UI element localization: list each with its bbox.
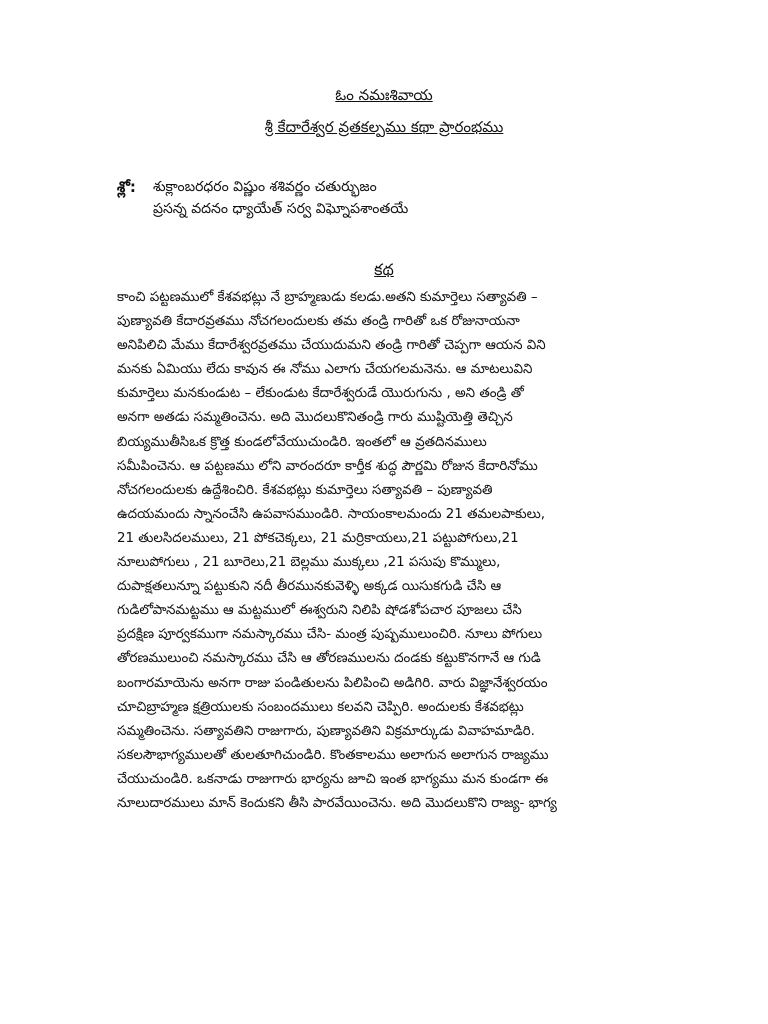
story-line: నూలుదారములు మాన్ కెందుకని తీసి పారవేయించెను. అది మొదలుకొని రాజ్య- భాగ్య <box>117 795 557 811</box>
shloka-label: శ్లో: <box>117 178 136 196</box>
story-line: 21 తులసిదలములు, 21 పోకచెక్కలు, 21 మర్రికాయలు,21 పట్టుపోగులు,21 <box>117 530 519 546</box>
story-line: సకలసౌభాగ్యములతో తులతూగిచుండిరి. కొంతకాలము అలాగున అలాగున రాజ్యము <box>117 747 549 763</box>
story-line: కుమార్తెలు మనకుండుట – లేకుండుట కేదారేశ్వరుడే యొరుగును , అని తండ్రి తో <box>117 386 524 402</box>
story-line: పుణ్యావతి కేదారవ్రతము నోచగలందులకు తమ తండ్రి గారితో ఒక రోజునాయనా <box>117 314 520 330</box>
story-line: నోచగలందులకు ఉద్దేశించిరి. కేశవభట్లు కుమార్తెలు సత్యావతి – పుణ్యావతి <box>117 482 493 498</box>
story-line: ప్రదక్షిణ పూర్వకముగా నమస్కారము చేసి- మంత్ర పుష్పములుంచిరి. నూలు పోగులు <box>117 627 543 643</box>
katha-heading: కథ <box>374 260 394 279</box>
story-line: గుడిలోపానమట్టము ఆ మట్టములో ఈశ్వరుని నిలిపి షోడశోపచార పూజలు చేసి <box>117 603 522 619</box>
story-line: చూచిబ్రాహ్మణ క్షత్రియులకు సంబందములు కలవని చెప్పిరి. అందులకు కేశవభట్లు <box>117 699 524 715</box>
story-line: నూలుపోగులు , 21 బూరెలు,21 బెల్లము ముక్కలు ,21 పసుపు కొమ్ములు, <box>117 555 501 571</box>
story-line: చేయుచుండిరి. ఒకనాడు రాజుగారు భార్యను జూచి ఇంత భాగ్యము మన కుండగా ఈ <box>117 771 548 787</box>
shloka-line: ప్రసన్న వదనం ధ్యాయేత్ సర్వ విఘ్నోపశాంతయే <box>153 201 409 217</box>
story-line: మనకు ఏమియు లేదు కావున ఈ నోము ఎలాగు చేయగలమనెను. ఆ మాటలువిని <box>117 362 533 378</box>
story-line: బంగారమాయెను అనగా రాజు పండితులను పిలిపించి అడిగిరి. వారు విజ్ఞానేశ్వరయం <box>117 675 548 691</box>
shloka-line: శుక్లాంబరధరం విష్ణుం శశివర్ణం చతుర్భుజం <box>153 179 377 195</box>
story-line: అనిపిలిచి మేము కేదారేశ్వరవ్రతము చేయుదుమని తండ్రి గారితో చెప్పగా ఆయన విని <box>117 338 546 354</box>
story-line: కాంచి పట్టణములో కేశవభట్లు నే బ్రాహ్మణుడు కలడు.అతని కుమార్తెలు సత్యావతి – <box>117 290 538 305</box>
story-line: అనగా అతడు సమ్మతించెను. అది మొదలుకొనితండ్రి గారు ముష్టియెత్తి తెచ్చిన <box>117 410 513 426</box>
story-line: సమ్మతించెను. సత్యావతిని రాజుగారు, పుణ్యావతిని విక్రమార్కుడు వివాహమాడిరి. <box>117 723 535 739</box>
story-line: సమీపించెను. ఆ పట్టణము లోని వారందరూ కార్తీక శుద్ధ పౌర్ణమి రోజున కేదారినోము <box>117 458 538 474</box>
story-body <box>117 286 662 816</box>
story-line: ఉదయమందు స్నానంచేసి ఉపవాసముండిరి. సాయంకాలమందు 21 తమలపాకులు, <box>117 506 546 522</box>
story-line: తోరణములుంచి నమస్కారము చేసి ఆ తోరణములను దండకు కట్టుకొనగానే ఆ గుడి <box>117 651 541 667</box>
story-title: శ్రీ కేదారేశ్వర వ్రతకల్పము కథా ప్రారంభము <box>264 118 504 136</box>
story-line: దుపాక్షతలున్నూ పట్టుకుని నదీ తీరమునకువెళ్ళి అక్కడ యిసుకగుడి చేసి ఆ <box>117 579 502 595</box>
story-line: బియ్యముతీసిఒక క్రొత్త కుండలోవేయుచుండిరి. ఇంతలో ఆ వ్రతదినములు <box>117 434 487 450</box>
invocation-title: ఓం నమఃశివాయ <box>335 86 433 104</box>
